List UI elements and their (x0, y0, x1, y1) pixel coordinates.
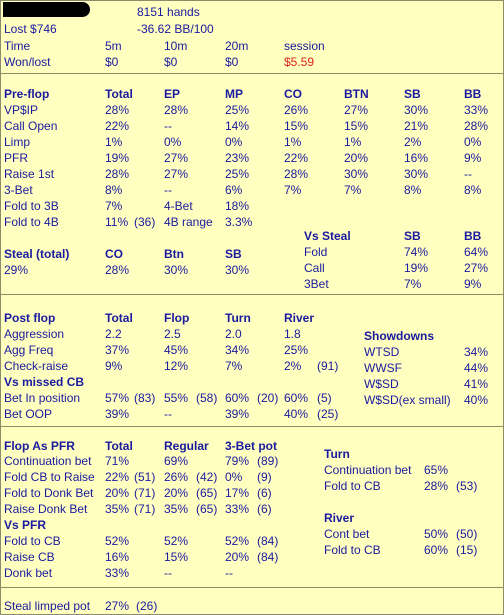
wonlost-20m: $0 (225, 55, 239, 69)
showdowns-header: Showdowns (364, 329, 434, 343)
showdown-cell-r0-c1: 34% (464, 345, 489, 359)
postflop-cell-r1-c2: 45% (164, 343, 189, 357)
flop-pfr-cell-r1-c3: 26% (164, 470, 189, 484)
preflop-header-3: MP (225, 87, 243, 101)
postflop-header-1: Total (105, 311, 133, 325)
vs-pfr-cell-r0-c4: (84) (257, 534, 279, 548)
flop-pfr-cell-r3-c1: 35% (105, 502, 130, 516)
vs-steal-cell-r0-c2: 64% (464, 245, 489, 259)
postflop-cell-r2-c2: 12% (164, 359, 189, 373)
preflop-cell-r5-c7: 8% (464, 183, 482, 197)
preflop-cell-r4-c1: 28% (105, 167, 130, 181)
time-col-10m: 10m (164, 39, 188, 53)
preflop-cell-r4-c0: Raise 1st (4, 167, 55, 181)
preflop-cell-r0-c2: 28% (164, 103, 189, 117)
preflop-cell-r1-c0: Call Open (4, 119, 58, 133)
four-bet-label: 4-Bet (164, 199, 193, 213)
river-cell-r0-c0: Cont bet (324, 527, 370, 541)
steal-total-header: Steal (total) (4, 247, 70, 261)
postflop-header-2: Flop (164, 311, 190, 325)
vs-missed-cb-header: Vs missed CB (4, 375, 85, 389)
flop-pfr-cell-r1-c1: 22% (105, 470, 130, 484)
preflop-cell-r2-c4: 1% (284, 135, 302, 149)
showdown-cell-r2-c0: W$SD (364, 377, 399, 391)
preflop-cell-r1-c4: 15% (284, 119, 309, 133)
postflop-cell-r0-c0: Aggression (4, 327, 65, 341)
steal-sb-value: 30% (225, 263, 250, 277)
flop-pfr-cell-r3-c2: (71) (134, 502, 156, 516)
flop-pfr-cell-r1-c6: (9) (257, 470, 272, 484)
wonlost-label: Won/lost (4, 55, 51, 69)
time-label: Time (4, 39, 31, 53)
flop-pfr-cell-r3-c5: 33% (225, 502, 250, 516)
time-col-5m: 5m (105, 39, 122, 53)
missed-cb-cell-r0-c7: 60% (284, 391, 309, 405)
vs-pfr-cell-r2-c1: 33% (105, 566, 130, 580)
preflop-cell-r4-c6: 30% (404, 167, 429, 181)
preflop-cell-r0-c1: 28% (105, 103, 130, 117)
preflop-cell-r3-c4: 22% (284, 151, 309, 165)
showdown-cell-r3-c0: W$SD(ex small) (364, 393, 451, 407)
turn-cell-r0-c1: 65% (424, 463, 449, 477)
vs-pfr-header: Vs PFR (4, 518, 47, 532)
vs-pfr-cell-r0-c0: Fold to CB (4, 534, 61, 548)
lost-amount: Lost $746 (4, 22, 57, 36)
preflop-cell-r4-c3: 25% (225, 167, 250, 181)
preflop-cell-r4-c5: 30% (344, 167, 369, 181)
section-divider (1, 294, 503, 295)
steal-col-co: CO (105, 247, 123, 261)
missed-cb-cell-r0-c6: (20) (257, 391, 279, 405)
river-header: River (324, 511, 355, 525)
vs-pfr-cell-r0-c2: 52% (164, 534, 189, 548)
vs-pfr-cell-r0-c3: 52% (225, 534, 250, 548)
bb-per-100: -36.62 BB/100 (137, 22, 214, 36)
vs-pfr-cell-r2-c3: -- (225, 566, 233, 580)
flop-pfr-cell-r2-c0: Fold to Donk Bet (4, 486, 94, 500)
postflop-cell-r0-c1: 2.2 (105, 327, 122, 341)
postflop-cell-r1-c0: Agg Freq (4, 343, 54, 357)
four-bet-value: 18% (225, 199, 250, 213)
postflop-cell-r1-c3: 34% (225, 343, 250, 357)
missed-cb-cell-r1-c7: 40% (284, 407, 309, 421)
vs-pfr-cell-r1-c4: (84) (257, 550, 279, 564)
preflop-cell-r3-c5: 20% (344, 151, 369, 165)
flop-pfr-cell-r0-c0: Continuation bet (4, 454, 92, 468)
steal-limped-count: (26) (136, 599, 158, 613)
missed-cb-cell-r0-c8: (5) (317, 391, 332, 405)
showdown-cell-r1-c1: 44% (464, 361, 489, 375)
wonlost-5m: $0 (105, 55, 119, 69)
river-cell-r1-c1: 60% (424, 543, 449, 557)
preflop-cell-r2-c6: 2% (404, 135, 422, 149)
fold-to-4b-value: 11% (105, 215, 129, 229)
preflop-cell-r1-c6: 21% (404, 119, 429, 133)
preflop-cell-r0-c5: 27% (344, 103, 369, 117)
turn-cell-r1-c0: Fold to CB (324, 479, 381, 493)
missed-cb-cell-r1-c1: 39% (105, 407, 130, 421)
preflop-cell-r4-c7: -- (464, 167, 472, 181)
vs-pfr-cell-r0-c1: 52% (105, 534, 130, 548)
flop-pfr-cell-r0-c3: 69% (164, 454, 189, 468)
preflop-cell-r3-c3: 23% (225, 151, 250, 165)
fold-to-3b-value: 7% (105, 199, 123, 213)
river-cell-r1-c0: Fold to CB (324, 543, 381, 557)
preflop-cell-r1-c3: 14% (225, 119, 250, 133)
vs-pfr-cell-r1-c3: 20% (225, 550, 250, 564)
steal-col-sb: SB (225, 247, 242, 261)
flop-pfr-cell-r0-c6: (89) (257, 454, 279, 468)
flop-pfr-header-0: Flop As PFR (4, 439, 75, 453)
preflop-cell-r1-c1: 22% (105, 119, 130, 133)
preflop-cell-r0-c3: 25% (225, 103, 250, 117)
turn-cell-r0-c0: Continuation bet (324, 463, 412, 477)
steal-limped-label: Steal limped pot (4, 599, 91, 613)
redacted-player-name (3, 2, 90, 17)
postflop-cell-r2-c0: Check-raise (4, 359, 69, 373)
steal-col-btn: Btn (164, 247, 184, 261)
preflop-cell-r0-c0: VP$IP (4, 103, 39, 117)
fold-to-3b-label: Fold to 3B (4, 199, 59, 213)
vs-steal-cell-r1-c2: 27% (464, 261, 489, 275)
vs-pfr-cell-r2-c0: Donk bet (4, 566, 53, 580)
preflop-cell-r2-c1: 1% (105, 135, 123, 149)
missed-cb-cell-r0-c0: Bet In position (4, 391, 81, 405)
preflop-cell-r3-c0: PFR (4, 151, 28, 165)
flop-pfr-cell-r2-c3: 20% (164, 486, 189, 500)
river-cell-r0-c2: (50) (456, 527, 478, 541)
postflop-cell-r0-c2: 2.5 (164, 327, 181, 341)
missed-cb-cell-r0-c5: 60% (225, 391, 250, 405)
vs-pfr-cell-r1-c0: Raise CB (4, 550, 55, 564)
preflop-cell-r5-c1: 8% (105, 183, 123, 197)
missed-cb-cell-r1-c8: (25) (317, 407, 339, 421)
steal-limped-value: 27% (105, 599, 130, 613)
flop-pfr-cell-r1-c5: 0% (225, 470, 243, 484)
preflop-cell-r4-c2: 27% (164, 167, 189, 181)
postflop-header-4: River (284, 311, 315, 325)
preflop-cell-r0-c4: 26% (284, 103, 309, 117)
steal-btn-value: 30% (164, 263, 189, 277)
preflop-cell-r5-c5: 7% (344, 183, 362, 197)
preflop-header-5: BTN (344, 87, 369, 101)
preflop-header-7: BB (464, 87, 482, 101)
river-cell-r1-c2: (15) (456, 543, 478, 557)
flop-pfr-cell-r1-c2: (51) (134, 470, 156, 484)
missed-cb-cell-r1-c5: 39% (225, 407, 250, 421)
flop-pfr-cell-r2-c4: (65) (196, 486, 218, 500)
vs-steal-cell-r2-c1: 7% (404, 277, 422, 291)
vs-pfr-cell-r2-c2: -- (164, 566, 172, 580)
preflop-header-4: CO (284, 87, 302, 101)
showdown-cell-r2-c1: 41% (464, 377, 489, 391)
preflop-header-1: Total (105, 87, 133, 101)
postflop-cell-r1-c1: 37% (105, 343, 130, 357)
river-cell-r0-c1: 50% (424, 527, 449, 541)
vs-steal-cell-r0-c1: 74% (404, 245, 429, 259)
preflop-cell-r2-c3: 0% (225, 135, 243, 149)
vs-steal-cell-r0-c0: Fold (304, 245, 328, 259)
showdown-cell-r3-c1: 40% (464, 393, 489, 407)
preflop-cell-r4-c4: 28% (284, 167, 309, 181)
section-divider (1, 426, 503, 427)
fold-to-4b-label: Fold to 4B (4, 215, 59, 229)
flop-pfr-cell-r3-c6: (6) (257, 502, 272, 516)
four-bet-range-label: 4B range (164, 215, 213, 229)
flop-pfr-cell-r1-c4: (42) (196, 470, 218, 484)
preflop-cell-r0-c6: 30% (404, 103, 429, 117)
preflop-cell-r2-c0: Limp (4, 135, 31, 149)
postflop-header-0: Post flop (4, 311, 56, 325)
postflop-cell-r1-c4: 25% (284, 343, 309, 357)
vs-steal-col-bb: BB (464, 229, 482, 243)
postflop-cell-r0-c4: 1.8 (284, 327, 301, 341)
preflop-cell-r3-c6: 16% (404, 151, 429, 165)
vs-steal-header: Vs Steal (304, 229, 351, 243)
preflop-cell-r5-c0: 3-Bet (4, 183, 33, 197)
preflop-cell-r0-c7: 33% (464, 103, 489, 117)
showdown-cell-r1-c0: WWSF (364, 361, 402, 375)
flop-pfr-cell-r2-c2: (71) (134, 486, 156, 500)
preflop-cell-r1-c2: -- (164, 119, 172, 133)
postflop-cell-r2-c4: 2% (284, 359, 302, 373)
steal-total-value: 29% (4, 263, 29, 277)
preflop-cell-r2-c2: 0% (164, 135, 182, 149)
preflop-cell-r5-c3: 6% (225, 183, 243, 197)
preflop-cell-r2-c5: 1% (344, 135, 362, 149)
wonlost-10m: $0 (164, 55, 178, 69)
flop-pfr-cell-r2-c1: 20% (105, 486, 130, 500)
flop-pfr-cell-r3-c3: 35% (164, 502, 189, 516)
postflop-cell-r2-c5: (91) (317, 359, 339, 373)
section-divider (1, 587, 503, 588)
vs-steal-col-sb: SB (404, 229, 421, 243)
preflop-cell-r3-c2: 27% (164, 151, 189, 165)
flop-pfr-cell-r1-c0: Fold CB to Raise (4, 470, 95, 484)
missed-cb-cell-r0-c1: 57% (105, 391, 130, 405)
flop-pfr-header-2: Regular (164, 439, 209, 453)
steal-co-value: 28% (105, 263, 130, 277)
showdown-cell-r0-c0: WTSD (364, 345, 400, 359)
postflop-cell-r0-c3: 2.0 (225, 327, 242, 341)
hands-count: 8151 hands (137, 5, 200, 19)
missed-cb-cell-r0-c2: (83) (134, 391, 156, 405)
time-col-session: session (284, 39, 325, 53)
vs-steal-cell-r2-c0: 3Bet (304, 277, 329, 291)
missed-cb-cell-r0-c4: (58) (196, 391, 218, 405)
four-bet-range-value: 3.3% (225, 215, 253, 229)
preflop-header-2: EP (164, 87, 181, 101)
preflop-cell-r5-c2: -- (164, 183, 172, 197)
fold-to-4b-count: (36) (134, 215, 156, 229)
wonlost-session: $5.59 (284, 55, 315, 69)
preflop-cell-r2-c7: 0% (464, 135, 482, 149)
postflop-cell-r2-c1: 9% (105, 359, 123, 373)
preflop-cell-r5-c4: 7% (284, 183, 302, 197)
flop-pfr-header-3: 3-Bet pot (225, 439, 277, 453)
turn-cell-r1-c2: (53) (456, 479, 478, 493)
preflop-cell-r3-c1: 19% (105, 151, 130, 165)
postflop-cell-r2-c3: 7% (225, 359, 243, 373)
preflop-header-0: Pre-flop (4, 87, 50, 101)
missed-cb-cell-r0-c3: 55% (164, 391, 189, 405)
section-divider (1, 73, 503, 74)
missed-cb-cell-r1-c0: Bet OOP (4, 407, 53, 421)
vs-steal-cell-r1-c1: 19% (404, 261, 429, 275)
flop-pfr-header-1: Total (105, 439, 133, 453)
preflop-cell-r5-c6: 8% (404, 183, 422, 197)
vs-pfr-cell-r1-c1: 16% (105, 550, 130, 564)
preflop-header-6: SB (404, 87, 421, 101)
flop-pfr-cell-r2-c5: 17% (225, 486, 250, 500)
preflop-cell-r1-c7: 28% (464, 119, 489, 133)
flop-pfr-cell-r3-c4: (65) (196, 502, 218, 516)
flop-pfr-cell-r0-c5: 79% (225, 454, 250, 468)
flop-pfr-cell-r0-c1: 71% (105, 454, 130, 468)
flop-pfr-cell-r3-c0: Raise Donk Bet (4, 502, 88, 516)
preflop-cell-r1-c5: 15% (344, 119, 369, 133)
flop-pfr-cell-r2-c6: (6) (257, 486, 272, 500)
postflop-header-3: Turn (225, 311, 251, 325)
turn-cell-r1-c1: 28% (424, 479, 449, 493)
vs-steal-cell-r2-c2: 9% (464, 277, 482, 291)
preflop-cell-r3-c7: 9% (464, 151, 482, 165)
vs-pfr-cell-r1-c2: 15% (164, 550, 189, 564)
vs-steal-cell-r1-c0: Call (304, 261, 325, 275)
turn-header: Turn (324, 447, 350, 461)
missed-cb-cell-r1-c3: -- (164, 407, 172, 421)
time-col-20m: 20m (225, 39, 249, 53)
